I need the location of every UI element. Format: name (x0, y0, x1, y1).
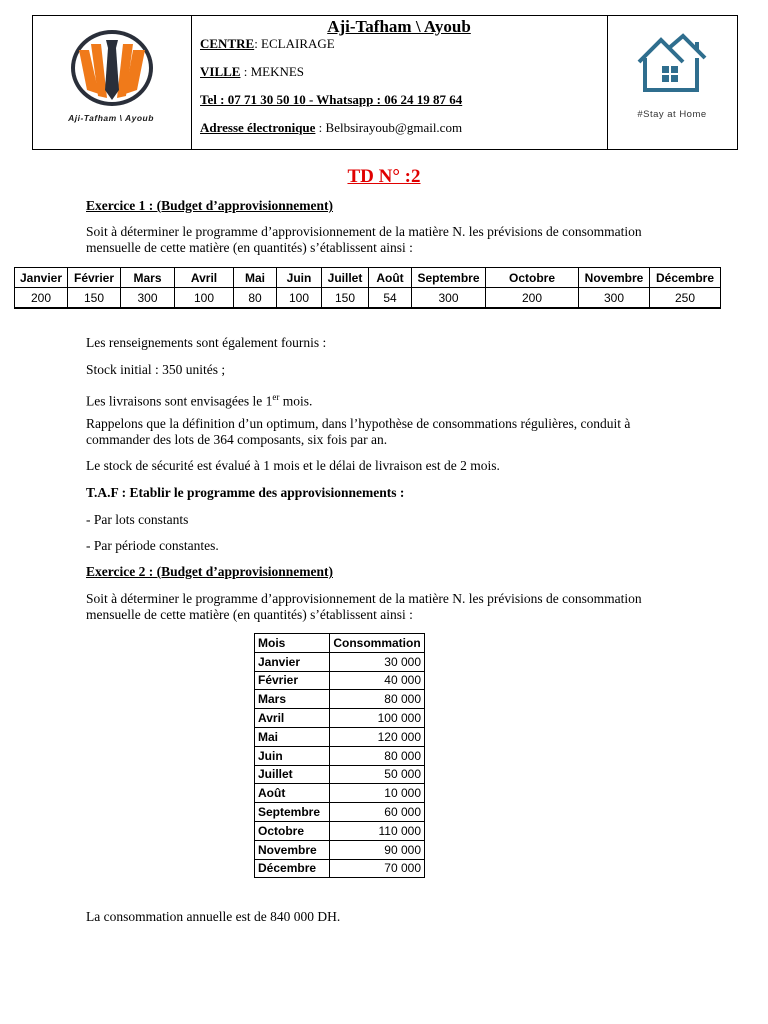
livraisons-pre: Les livraisons sont envisagées le 1 (86, 393, 273, 409)
month-value: 100 (175, 288, 234, 309)
securite-line: Le stock de sécurité est évalué à 1 mois et le délai de livraison est de 2 mois. (86, 458, 500, 473)
month-value: 150 (68, 288, 121, 309)
row-conso: 10 000 (330, 784, 425, 803)
consumption-header-row (255, 634, 425, 653)
month-header: Janvier (15, 268, 68, 288)
row-mois: Janvier (255, 652, 330, 671)
table-row (255, 727, 425, 746)
row-conso: 80 000 (330, 690, 425, 709)
row-conso: 40 000 (330, 671, 425, 690)
month-value: 300 (412, 288, 486, 309)
month-value: 300 (579, 288, 650, 309)
exercise2-heading: Exercice 2 : (Budget d’approvisionnement) (86, 564, 333, 579)
table-row (255, 652, 425, 671)
month-header: Septembre (412, 268, 486, 288)
exercise1-intro-1: Soit à déterminer le programme d’approvisionnement de la matière N. les prévisions de consommation (86, 224, 642, 239)
row-conso: 90 000 (330, 840, 425, 859)
tel-label: Tel : 07 71 30 50 10 (200, 92, 306, 107)
month-header: Juin (277, 268, 322, 288)
row-conso: 70 000 (330, 859, 425, 878)
table-row (255, 784, 425, 803)
month-header: Mai (234, 268, 277, 288)
stay-home-tag: #Stay at Home (637, 109, 707, 120)
row-conso: 50 000 (330, 765, 425, 784)
month-header: Août (369, 268, 412, 288)
contact-cell (191, 16, 608, 149)
month-value: 100 (277, 288, 322, 309)
brand-logo-icon (69, 28, 155, 108)
month-header: Octobre (486, 268, 579, 288)
exercise1-intro-2: mensuelle de cette matière (en quantités) s’établissent ainsi : (86, 240, 413, 255)
logo-text: Aji-Tafham \ Ayoub (68, 113, 154, 123)
month-header: Avril (175, 268, 234, 288)
optimum-line-2: commander des lots de 364 composants, six fois par an. (86, 432, 388, 447)
table-row (255, 690, 425, 709)
taf-line: T.A.F : Etablir le programme des approvisionnements : (86, 485, 405, 500)
option-lots: - Par lots constants (86, 512, 189, 527)
table-row (255, 765, 425, 784)
row-mois: Juillet (255, 765, 330, 784)
row-conso: 80 000 (330, 746, 425, 765)
table-row (255, 671, 425, 690)
table-row (255, 859, 425, 878)
row-mois: Décembre (255, 859, 330, 878)
exercise2-intro-1: Soit à déterminer le programme d’approvisionnement de la matière N. les prévisions de consommation (86, 591, 642, 606)
logo-cell (33, 16, 192, 149)
row-mois: Novembre (255, 840, 330, 859)
row-mois: Septembre (255, 803, 330, 822)
month-value: 54 (369, 288, 412, 309)
table-row (255, 840, 425, 859)
livraisons-sup: er (272, 392, 280, 402)
month-header: Décembre (650, 268, 721, 288)
row-mois: Juin (255, 746, 330, 765)
row-mois: Mars (255, 690, 330, 709)
option-periode: - Par période constantes. (86, 538, 219, 553)
row-mois: Avril (255, 709, 330, 728)
ville-label: VILLE (200, 64, 241, 79)
centre-value: : ECLAIRAGE (254, 36, 335, 51)
optimum-line-1: Rappelons que la définition d’un optimum, dans l’hypothèse de consommations régulières, conduit à (86, 416, 631, 431)
month-value: 150 (322, 288, 369, 309)
month-value: 200 (15, 288, 68, 309)
exercise2-intro-2: mensuelle de cette matière (en quantités) s’établissent ainsi : (86, 607, 413, 622)
month-value: 250 (650, 288, 721, 309)
email-label: Adresse électronique (200, 120, 316, 135)
header-title: Aji-Tafham \ Ayoub (327, 17, 471, 36)
info-intro: Les renseignements sont également fournis : (86, 335, 327, 350)
row-conso: 120 000 (330, 727, 425, 746)
col-consommation-header: Consommation (330, 634, 425, 653)
house-icon (635, 32, 709, 94)
table-row (255, 821, 425, 840)
monthly-consumption-table (14, 267, 721, 309)
month-value: 80 (234, 288, 277, 309)
consumption-table (254, 633, 425, 878)
month-value: 300 (121, 288, 175, 309)
livraisons-line (86, 389, 312, 410)
row-conso: 30 000 (330, 652, 425, 671)
phone-line (200, 92, 462, 108)
centre-line (200, 36, 335, 52)
month-header: Février (68, 268, 121, 288)
month-value: 200 (486, 288, 579, 309)
document-header (32, 15, 738, 150)
ville-line (200, 64, 304, 80)
table-row (255, 746, 425, 765)
email-value: : Belbsirayoub@gmail.com (315, 120, 463, 135)
stay-home-cell (607, 16, 737, 149)
table-row (255, 803, 425, 822)
annual-consumption: La consommation annuelle est de 840 000 DH. (86, 909, 341, 924)
month-header: Mars (121, 268, 175, 288)
livraisons-post: mois. (279, 393, 313, 409)
table-row (255, 709, 425, 728)
row-mois: Août (255, 784, 330, 803)
stock-initial: Stock initial : 350 unités ; (86, 362, 226, 377)
exercise1-heading: Exercice 1 : (Budget d’approvisionnement) (86, 198, 333, 213)
ville-value: : MEKNES (240, 64, 305, 79)
month-header: Juillet (322, 268, 369, 288)
months-header-row (15, 268, 721, 288)
row-mois: Février (255, 671, 330, 690)
document-title: TD N° :2 (347, 166, 421, 187)
months-value-row (15, 288, 721, 309)
month-header: Novembre (579, 268, 650, 288)
row-mois: Octobre (255, 821, 330, 840)
row-conso: 100 000 (330, 709, 425, 728)
row-conso: 110 000 (330, 821, 425, 840)
email-line (200, 120, 462, 136)
whatsapp-label: - Whatsapp : 06 24 19 87 64 (305, 92, 463, 107)
row-mois: Mai (255, 727, 330, 746)
col-mois-header: Mois (255, 634, 330, 653)
row-conso: 60 000 (330, 803, 425, 822)
centre-label: CENTRE (200, 36, 255, 51)
